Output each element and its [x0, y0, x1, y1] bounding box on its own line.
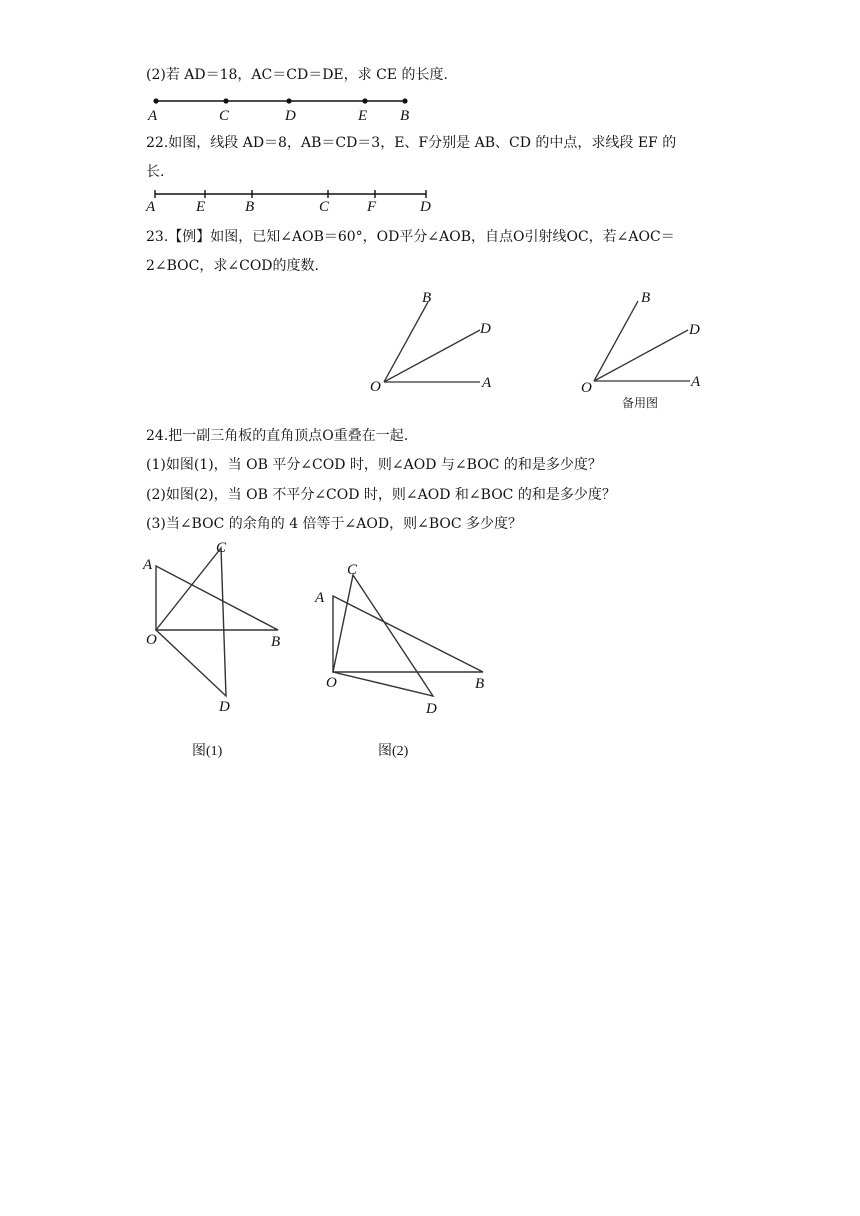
q23-text-line2: 2∠BOC，求∠COD的度数.	[146, 258, 319, 274]
point-e-dot	[362, 98, 367, 103]
label-c: C	[216, 540, 227, 556]
label-b: B	[245, 199, 255, 215]
label-d: D	[219, 699, 230, 715]
triangle-cod	[333, 575, 433, 696]
label-d: D	[426, 701, 437, 717]
label-o: O	[146, 632, 157, 648]
label-c: C	[319, 199, 330, 215]
q24-figure1	[140, 536, 300, 766]
label-e: E	[358, 108, 368, 124]
label-b: B	[475, 676, 485, 692]
label-a: A	[146, 199, 156, 215]
label-a: A	[691, 374, 701, 390]
label-d: D	[285, 108, 296, 124]
q22-text-line1: 22.如图，线段 AD＝8，AB＝CD＝3，E、F分别是 AB、CD 的中点，求线段 EF 的	[146, 135, 677, 151]
label-a: A	[143, 557, 153, 573]
q24-figure2	[310, 556, 510, 766]
point-d-dot	[286, 98, 291, 103]
q23-angle-figure	[364, 288, 504, 398]
q21-segment-figure	[146, 92, 426, 126]
triangle-cod	[156, 548, 226, 696]
triangle-aob	[156, 566, 278, 630]
point-c-dot	[223, 98, 228, 103]
q23-text-line1: 23.【例】如图，已知∠AOB＝60°，OD平分∠AOB，自点O引射线OC，若∠AOC＝	[146, 229, 675, 245]
label-d: D	[689, 322, 700, 338]
label-c: C	[219, 108, 230, 124]
triangle-aob	[333, 596, 483, 672]
figure2-caption: 图(2)	[378, 744, 409, 759]
point-a-dot	[153, 98, 158, 103]
spare-figure-caption: 备用图	[622, 396, 659, 410]
label-o: O	[370, 379, 381, 395]
label-a: A	[482, 375, 492, 391]
label-d: D	[480, 321, 491, 337]
label-b: B	[271, 634, 281, 650]
q24-stem: 24.把一副三角板的直角顶点O重叠在一起.	[146, 428, 409, 444]
label-e: E	[196, 199, 206, 215]
label-f: F	[367, 199, 377, 215]
label-a: A	[315, 590, 325, 606]
q21-part2: (2)若 AD＝18，AC＝CD＝DE，求 CE 的长度.	[146, 67, 448, 83]
q24-part3: (3)当∠BOC 的余角的 4 倍等于∠AOD，则∠BOC 多少度？	[146, 516, 523, 532]
label-o: O	[326, 675, 337, 691]
q22-segment-figure	[146, 186, 446, 216]
label-o: O	[581, 380, 592, 396]
label-d: D	[420, 199, 431, 215]
q24-part2: (2)如图(2)，当 OB 不平分∠COD 时，则∠AOD 和∠BOC 的和是多少度？	[146, 487, 616, 503]
q22-text-line2: 长.	[146, 164, 165, 180]
label-b: B	[422, 290, 432, 306]
figure1-caption: 图(1)	[192, 744, 223, 759]
label-b: B	[641, 290, 651, 306]
q23-spare-angle-figure	[578, 288, 718, 413]
label-b: B	[400, 108, 410, 124]
label-a: A	[148, 108, 158, 124]
point-b-dot	[402, 98, 407, 103]
q24-part1: (1)如图(1)，当 OB 平分∠COD 时，则∠AOD 与∠BOC 的和是多少度？	[146, 457, 602, 473]
label-c: C	[347, 562, 358, 578]
